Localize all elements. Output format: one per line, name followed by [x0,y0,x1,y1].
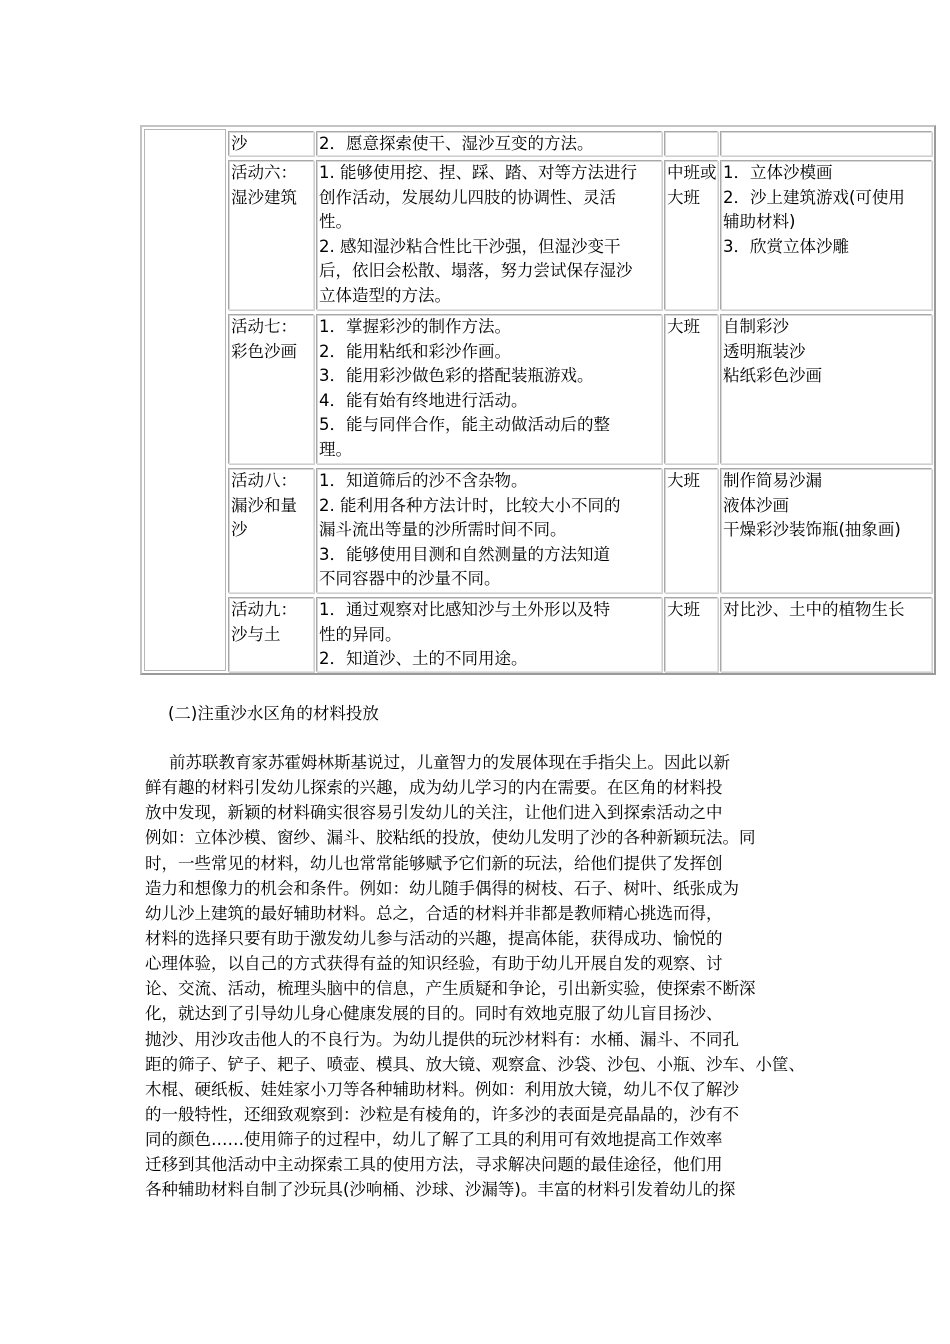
cell-text: 3．欣赏立体沙雕 [723,236,849,256]
activity-name-cell [228,314,314,464]
cell-text: 湿沙建筑 [231,187,297,207]
section-heading: (二)注重沙水区角的材料投放 [168,704,379,723]
paragraph-line: 心理体验，以自己的方式获得有益的知识经验，有助于幼儿开展自发的观察、讨 [145,954,723,974]
grade-cell [664,160,718,310]
activity-table [140,125,936,675]
cell-text: 3．能够使用目测和自然测量的方法知道 [319,544,610,564]
cell-text: 大班 [667,471,700,490]
cell-text: 活动六： [231,163,297,182]
cell-text: 粘纸彩色沙画 [723,366,822,385]
activity-content-cell [720,597,932,672]
activity-goals-cell [316,314,662,464]
activity-goals-cell [316,597,662,672]
cell-text: 大班 [667,317,700,336]
body-paragraph [145,750,825,1203]
cell-text: 1．立体沙模画 [723,163,833,182]
activity-name-cell [228,597,314,672]
paragraph-line: 材料的选择只要有助于激发幼儿参与活动的兴趣，提高体能，获得成功、愉悦的 [145,928,723,948]
cell-text: 创作活动，发展幼儿四肢的协调性、灵活 [319,187,616,207]
paragraph-line: 同的颜色……使用筛子的过程中，幼儿了解了工具的利用可有效地提高工作效率 [145,1130,723,1150]
cell-text: 后，依旧会松散、塌落，努力尝试保存湿沙 [319,261,633,280]
cell-text: 活动七： [231,317,297,336]
paragraph-line: 例如：立体沙模、窗纱、漏斗、胶粘纸的投放，使幼儿发明了沙的各种新颖玩法。同 [145,828,756,848]
cell-text: 大班 [667,187,700,207]
cell-text: 大班 [667,600,700,619]
activity-content-cell [720,468,932,593]
activity-goals-cell [316,160,662,310]
paragraph-line: 论、交流、活动，梳理头脑中的信息，产生质疑和争论，引出新实验，使探索不断深 [145,979,756,999]
cell-text: 5．能与同伴合作，能主动做活动后的整 [319,415,610,434]
cell-text: 彩色沙画 [231,341,297,361]
paragraph-line: 各种辅助材料自制了沙玩具(沙响桶、沙球、沙漏等)。丰富的材料引发着幼儿的探 [145,1180,736,1200]
activity-name-cell [228,468,314,593]
cell-text: 2．能用粘纸和彩沙作画。 [319,341,511,361]
activity-name-cell [228,131,314,156]
paragraph-line: 鲜有趣的材料引发幼儿探索的兴趣，成为幼儿学习的内在需要。在区角的材料投 [145,778,723,798]
cell-text: 活动九： [231,600,297,619]
cell-text: 沙 [231,520,248,539]
cell-text: 1．通过观察对比感知沙与土外形以及特 [319,600,610,619]
cell-text: 透明瓶装沙 [723,341,806,361]
paragraph-line: 造力和想像力的机会和条件。例如：幼儿随手偶得的树枝、石子、树叶、纸张成为 [145,878,739,898]
cell-text: 4．能有始有终地进行活动。 [319,390,528,410]
cell-text: 3．能用彩沙做色彩的搭配装瓶游戏。 [319,366,594,385]
cell-text: 对比沙、土中的植物生长 [723,600,905,619]
cell-text: 自制彩沙 [723,317,789,336]
paragraph-line: 时，一些常见的材料，幼儿也常常能够赋予它们新的玩法，给他们提供了发挥创 [145,853,723,873]
cell-text: 立体造型的方法。 [319,285,451,305]
cell-text: 2．知道沙、土的不同用途。 [319,649,528,668]
cell-text: 1. 能够使用挖、捏、踩、踏、对等方法进行 [319,163,637,182]
cell-text: 2．愿意探索使干、湿沙互变的方法。 [319,134,594,153]
paragraph-line: 化，就达到了引导幼儿身心健康发展的目的。同时有效地克服了幼儿盲目扬沙、 [145,1004,723,1024]
activity-content-cell [720,131,932,156]
activity-content-cell [720,314,932,464]
cell-text: 活动八： [231,471,297,490]
cell-text: 沙与土 [231,624,281,644]
cell-text: 性的异同。 [319,624,402,644]
activity-goals-cell [316,468,662,593]
paragraph-line: 幼儿沙上建筑的最好辅助材料。总之，合适的材料并非都是教师精心挑选而得， [145,903,723,923]
cell-text: 2. 感知湿沙粘合性比干沙强，但湿沙变干 [319,236,621,256]
cell-text: 漏斗流出等量的沙所需时间不同。 [319,520,567,539]
cell-text: 2. 能利用各种方法计时，比较大小不同的 [319,495,621,515]
merged-category-cell [144,129,226,671]
cell-text: 干燥彩沙装饰瓶(抽象画) [723,520,901,539]
paragraph-line: 木棍、硬纸板、娃娃家小刀等各种辅助材料。例如：利用放大镜，幼儿不仅了解沙 [145,1079,739,1099]
activity-content-cell [720,160,932,310]
grade-cell [664,468,718,593]
grade-cell [664,597,718,672]
paragraph-line: 距的筛子、铲子、耙子、喷壶、模具、放大镜、观察盒、沙袋、沙包、小瓶、沙车、小筐、 [145,1054,805,1074]
cell-text: 中班或 [667,163,717,182]
cell-text: 漏沙和量 [231,495,297,515]
paragraph-line: 迁移到其他活动中主动探索工具的使用方法，寻求解决问题的最佳途径，他们用 [145,1155,723,1175]
grade-cell [664,314,718,464]
paragraph-line: 的一般特性，还细致观察到：沙粒是有棱角的，许多沙的表面是亮晶晶的，沙有不 [145,1104,739,1124]
cell-text: 沙 [231,134,248,153]
cell-text: 不同容器中的沙量不同。 [319,569,501,588]
cell-text: 辅助材料) [723,212,796,231]
cell-text: 1．知道筛后的沙不含杂物。 [319,471,528,490]
cell-text: 性。 [319,212,352,231]
paragraph-line: 抛沙、用沙攻击他人的不良行为。为幼儿提供的玩沙材料有：水桶、漏斗、不同孔 [145,1029,739,1049]
cell-text: 理。 [319,439,352,459]
grade-cell [664,131,718,156]
activity-name-cell [228,160,314,310]
cell-text: 2．沙上建筑游戏(可使用 [723,187,905,207]
cell-text: 制作简易沙漏 [723,471,822,490]
paragraph-line: 前苏联教育家苏霍姆林斯基说过，儿童智力的发展体现在手指尖上。因此以新 [169,753,730,772]
paragraph-line: 放中发现，新颖的材料确实很容易引发幼儿的关注，让他们进入到探索活动之中 [145,803,723,823]
activity-goals-cell [316,131,662,156]
cell-text: 液体沙画 [723,495,789,515]
cell-text: 1．掌握彩沙的制作方法。 [319,317,511,336]
